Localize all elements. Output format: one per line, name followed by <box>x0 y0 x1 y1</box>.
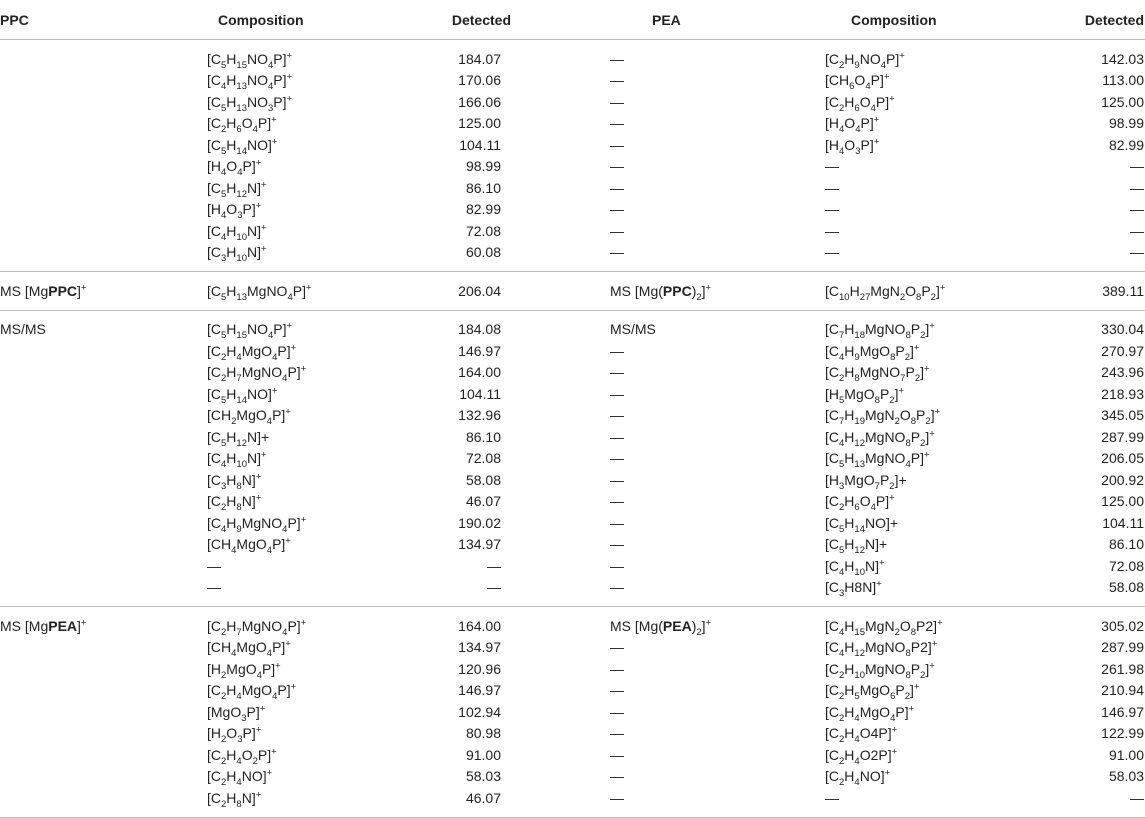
pea-label-cell: — <box>610 557 624 574</box>
pea-detected-cell: — <box>1130 222 1144 239</box>
ppc-composition-cell: $[CH_2MgO_4P]^+$ <box>207 406 291 428</box>
pea-detected-cell: 261.98 <box>1101 660 1144 677</box>
ppc-composition-cell: $[C_5H_{15}NO_4P]^+$ <box>207 320 293 342</box>
ppc-composition-cell: $[C_5H_{15}NO_4P]^+$ <box>207 50 293 71</box>
pea-detected-cell: — <box>1130 158 1144 175</box>
ppc-detected-cell: 104.11 <box>459 385 501 402</box>
ppc-detected-cell: 72.08 <box>465 450 501 467</box>
ppc-composition-cell: $[C_4H_{13}NO_4P]^+$ <box>207 71 293 93</box>
pea-composition-cell: $[CH_6O_4P]^+$ <box>825 71 890 93</box>
pea-detected-cell: 243.96 <box>1101 364 1144 381</box>
ppc-detected-cell: 184.08 <box>458 321 501 338</box>
ppc-composition-cell: $[C_5H_{13}NO_3P]^+$ <box>207 93 293 114</box>
group-label-cell <box>0 362 205 384</box>
table-row <box>0 701 1145 723</box>
group-label-cell <box>0 134 205 156</box>
group-label-cell <box>0 766 205 788</box>
pea-composition-cell: $[C_2H_6O_4P]^+$ <box>825 492 895 514</box>
table-row <box>0 658 1145 680</box>
pea-label-cell: — <box>610 72 624 89</box>
pea-composition-cell: $[H_4O_3P]^+$ <box>825 136 880 157</box>
table-row <box>0 40 1145 70</box>
table-row <box>0 787 1145 817</box>
ppc-detected-cell: — <box>410 577 610 607</box>
group-label-cell <box>0 91 205 113</box>
pea-label-cell: MS/MS <box>610 321 656 338</box>
ppc-detected-cell: 125.00 <box>458 115 501 132</box>
ppc-composition-cell: $[CH_4MgO_4P]^+$ <box>207 638 291 660</box>
ppc-detected-cell: 166.06 <box>458 93 501 110</box>
group-label-cell <box>0 744 205 766</box>
table-row <box>0 577 1145 607</box>
group-label-cell: MS [MgPPC]+ <box>0 272 205 311</box>
group-label-cell <box>0 113 205 135</box>
group-label-cell <box>0 199 205 221</box>
pea-detected-cell: — <box>1130 179 1144 196</box>
pea-composition-cell: — <box>825 201 839 218</box>
pea-label-cell: — <box>610 201 624 218</box>
group-label-cell <box>0 156 205 178</box>
table-row <box>0 680 1145 702</box>
group-label-cell <box>0 220 205 242</box>
pea-composition-cell: $[H_4O_4P]^+$ <box>825 114 880 136</box>
pea-label-cell: — <box>610 136 624 153</box>
ppc-composition-cell: $[C_2H_7MgNO_4P]^+$ <box>207 363 307 385</box>
pea-label-cell: — <box>610 787 815 817</box>
table-row <box>0 405 1145 427</box>
pea-composition-cell: $[C_4H_{12}MgNO_8P2]^+$ <box>825 638 938 660</box>
header-composition-pea: Composition <box>815 0 1020 40</box>
ppc-detected-cell: 86.10 <box>465 179 501 196</box>
table-row <box>0 242 1145 272</box>
ppc-detected-cell: 80.98 <box>465 725 501 742</box>
pea-composition-cell: $[C_2H_4O2P]^+$ <box>825 746 898 767</box>
group-label-cell <box>0 512 205 534</box>
pea-composition-cell: $[C_2H_{10}MgNO_8P_2]^+$ <box>825 660 935 681</box>
group-label-cell <box>0 340 205 362</box>
group-label-cell: MS [MgPEA]+ <box>0 617 87 634</box>
table-row <box>0 113 1145 135</box>
ppc-detected-cell: 72.08 <box>465 222 501 239</box>
pea-label-cell: — <box>610 364 624 381</box>
ppc-composition-cell: $[C_2H_8N]^+$ <box>205 787 410 817</box>
group-label-cell <box>0 723 205 745</box>
pea-detected-cell: 82.99 <box>1108 136 1144 153</box>
table-row <box>0 91 1145 113</box>
pea-label-cell: — <box>610 242 815 272</box>
pea-label-cell: — <box>610 725 624 742</box>
table-row <box>0 199 1145 221</box>
pea-detected-cell: 98.99 <box>1108 115 1144 132</box>
table-row <box>0 134 1145 156</box>
pea-composition-cell: $[C_3H8N]^+$ <box>815 577 1020 607</box>
pea-detected-cell: 200.92 <box>1101 471 1144 488</box>
header-row <box>0 0 1145 40</box>
pea-detected-cell: — <box>1130 201 1144 218</box>
ppc-detected-cell: 206.04 <box>410 272 610 311</box>
group-label-cell <box>0 658 205 680</box>
table-row <box>0 744 1145 766</box>
ppc-composition-cell: $[C_5H_{14}NO]^+$ <box>207 385 278 406</box>
group-label-cell <box>0 405 205 427</box>
pea-composition-cell: $[C_5H_{14}NO]+$ <box>825 514 899 535</box>
pea-detected-cell: 58.03 <box>1108 768 1144 785</box>
ppc-composition-cell: $[C_5H_{12}N]+$ <box>207 428 270 449</box>
pea-label-cell: — <box>610 428 624 445</box>
ppc-detected-cell: 104.11 <box>459 136 501 153</box>
group-label-cell <box>0 242 205 272</box>
pea-detected-cell: 72.08 <box>1108 557 1144 574</box>
ppc-composition-cell: $[C_5H_{14}NO]^+$ <box>207 136 278 157</box>
group-label-cell <box>0 555 205 577</box>
pea-detected-cell: 104.11 <box>1102 514 1144 531</box>
pea-composition-cell: $[C_5H_{12}N]+$ <box>825 536 888 557</box>
ppc-detected-cell: 146.97 <box>458 682 501 699</box>
pea-composition-cell: $[C_7H_{18}MgNO_8P_2]^+$ <box>825 320 935 342</box>
group-label-cell <box>0 469 205 491</box>
ppc-detected-cell: 98.99 <box>465 158 501 175</box>
header-ppc: PPC <box>0 0 205 40</box>
ppc-detected-cell: 120.96 <box>458 660 501 677</box>
pea-label-cell: — <box>610 222 624 239</box>
table-row <box>0 340 1145 362</box>
pea-detected-cell: 206.05 <box>1101 450 1144 467</box>
table-row <box>0 766 1145 788</box>
group-label-cell <box>0 701 205 723</box>
ppc-composition-cell: $[C_2H_4O_2P]^+$ <box>207 746 277 767</box>
group-label-cell <box>0 491 205 513</box>
pea-label-cell: — <box>610 50 624 67</box>
pea-label-cell: — <box>610 342 624 359</box>
pea-detected-cell: 287.99 <box>1101 428 1144 445</box>
pea-label-cell: — <box>610 407 624 424</box>
ppc-composition-cell: $[H_2O_3P]^+$ <box>207 724 262 746</box>
pea-composition-cell: $[C_5H_{13}MgNO_4P]^+$ <box>825 449 930 471</box>
table-row <box>0 156 1145 178</box>
group-label-cell <box>0 40 205 70</box>
ppc-composition-cell: $[C_5H_{12}N]^+$ <box>207 179 267 200</box>
ppc-composition-cell: $[C_4H_9MgNO_4P]^+$ <box>207 514 307 535</box>
ppc-composition-cell: $[C_2H_4MgO_4P]^+$ <box>207 342 297 363</box>
ppc-detected-cell: 134.97 <box>458 536 501 553</box>
pea-composition-cell: $[C_2H_4O4P]^+$ <box>825 724 898 746</box>
pea-detected-cell: 125.00 <box>1101 493 1144 510</box>
ppc-composition-cell: $[H_2MgO_4P]^+$ <box>207 660 281 681</box>
pea-label-cell: — <box>610 115 624 132</box>
pea-label-cell: — <box>610 577 815 607</box>
pea-detected-cell: — <box>1020 787 1145 817</box>
table-row <box>0 272 1145 311</box>
header-composition-ppc: Composition <box>205 0 410 40</box>
ppc-composition-cell: $[C_2H_7MgNO_4P]^+$ <box>207 617 307 638</box>
pea-label-cell: — <box>610 660 624 677</box>
table-row <box>0 220 1145 242</box>
pea-composition-cell: $[C_7H_{19}MgN_2O_8P_2]^+$ <box>825 406 941 428</box>
table-row <box>0 512 1145 534</box>
ppc-detected-cell: 58.03 <box>465 768 501 785</box>
pea-detected-cell: 305.02 <box>1101 617 1144 634</box>
pea-label-cell: — <box>610 158 624 175</box>
pea-composition-cell: — <box>815 787 1020 817</box>
ppc-composition-cell: $[C_4H_{10}N]^+$ <box>207 449 267 471</box>
pea-detected-cell: 287.99 <box>1101 639 1144 656</box>
pea-detected-cell: 125.00 <box>1101 93 1144 110</box>
table-body <box>0 40 1145 818</box>
ppc-detected-cell: 146.97 <box>458 342 501 359</box>
ppc-detected-cell: 134.97 <box>458 639 501 656</box>
pea-detected-cell: 58.08 <box>1020 577 1145 607</box>
pea-detected-cell: 210.94 <box>1101 682 1144 699</box>
ppc-detected-cell: — <box>487 557 501 574</box>
pea-label-cell: — <box>610 471 624 488</box>
ppc-detected-cell: 184.07 <box>458 50 501 67</box>
pea-label-cell: — <box>610 639 624 656</box>
table-row <box>0 607 1145 637</box>
group-label-cell <box>0 577 205 607</box>
group-label-cell <box>0 637 205 659</box>
ppc-detected-cell: 86.10 <box>465 428 501 445</box>
pea-detected-cell: 91.00 <box>1108 746 1144 763</box>
pea-composition-cell: — <box>825 222 839 239</box>
ppc-detected-cell: 170.06 <box>458 72 501 89</box>
ppc-composition-cell: $[C_2H_8N]^+$ <box>207 492 262 514</box>
ppc-composition-cell: — <box>205 577 410 607</box>
pea-composition-cell: $[C_4H_9MgO_8P_2]^+$ <box>825 342 920 363</box>
ppc-detected-cell: 164.00 <box>458 617 501 634</box>
pea-label-cell: — <box>610 93 624 110</box>
ppc-composition-cell: $[C_4H_{10}N]^+$ <box>207 222 267 243</box>
table-row <box>0 491 1145 513</box>
pea-label-cell: — <box>610 682 624 699</box>
pea-detected-cell: 113.00 <box>1102 72 1144 89</box>
header-detected-ppc: Detected <box>410 0 610 40</box>
pea-detected-cell: 146.97 <box>1101 703 1144 720</box>
pea-detected-cell: 330.04 <box>1101 321 1144 338</box>
ppc-detected-cell: 164.00 <box>458 364 501 381</box>
pea-label-cell: — <box>610 514 624 531</box>
ppc-composition-cell: $[C_2H_4MgO_4P]^+$ <box>207 681 297 703</box>
table-row <box>0 383 1145 405</box>
group-label-cell <box>0 534 205 556</box>
pea-composition-cell: $[C_2H_9NO_4P]^+$ <box>825 50 905 71</box>
pea-composition-cell: — <box>825 179 839 196</box>
pea-composition-cell: $[C_4H_{15}MgN_2O_8P2]^+$ <box>825 617 943 638</box>
table-row <box>0 177 1145 199</box>
ppc-detected-cell: 91.00 <box>465 746 501 763</box>
table-row <box>0 448 1145 470</box>
ppc-detected-cell: 102.94 <box>458 703 501 720</box>
pea-detected-cell: 218.93 <box>1101 385 1144 402</box>
pea-label-cell: — <box>610 703 624 720</box>
pea-composition-cell: $[C_2H_4MgO_4P]^+$ <box>825 703 915 724</box>
pea-composition-cell: $[C_4H_{12}MgNO_8P_2]^+$ <box>825 428 935 449</box>
table-row <box>0 310 1145 340</box>
ppc-composition-cell: $[H_4O_3P]^+$ <box>207 200 262 222</box>
group-label-cell <box>0 787 205 817</box>
pea-composition-cell: $[C_4H_{10}N]^+$ <box>825 557 885 578</box>
pea-detected-cell: 389.11 <box>1020 272 1145 311</box>
table-row <box>0 637 1145 659</box>
pea-label-cell: MS $[Mg(PEA)_2]^+$ <box>610 617 712 638</box>
table-row <box>0 70 1145 92</box>
pea-detected-cell: — <box>1020 242 1145 272</box>
group-label-cell <box>0 70 205 92</box>
pea-composition-cell: $[C_2H_4NO]^+$ <box>825 767 891 789</box>
ppc-detected-cell: 46.07 <box>410 787 610 817</box>
ppc-composition-cell: — <box>207 557 221 574</box>
ppc-detected-cell: 190.02 <box>458 514 501 531</box>
ppc-composition-cell: $[CH_4MgO_4P]^+$ <box>207 535 291 557</box>
ppc-composition-cell: $[C_5H_{13}MgNO_4P]^+$ <box>205 272 410 311</box>
pea-label-cell: — <box>610 179 624 196</box>
pea-composition-cell: $[C_2H_5MgO_6P_2]^+$ <box>825 681 920 703</box>
pea-label-cell: — <box>610 385 624 402</box>
ppc-composition-cell: $[C_3H_8N]^+$ <box>207 471 262 492</box>
pea-detected-cell: 270.97 <box>1101 342 1144 359</box>
ppc-detected-cell: 132.96 <box>458 407 501 424</box>
ppc-detected-cell: 82.99 <box>465 201 501 218</box>
pea-composition-cell: — <box>815 242 1020 272</box>
pea-detected-cell: 86.10 <box>1108 536 1144 553</box>
ppc-composition-cell: $[C_2H_4NO]^+$ <box>207 767 273 789</box>
group-label-cell <box>0 448 205 470</box>
pea-composition-cell: $[C_2H_8MgNO_7P_2]^+$ <box>825 363 930 385</box>
ppc-composition-cell: $[C_2H_6O_4P]^+$ <box>207 114 277 136</box>
pea-label-cell: MS $[Mg(PPC)_2]^+$ <box>610 272 815 311</box>
table-row <box>0 555 1145 577</box>
pea-detected-cell: 142.03 <box>1101 50 1144 67</box>
pea-composition-cell: $[C_2H_6O_4P]^+$ <box>825 93 895 114</box>
pea-detected-cell: 122.99 <box>1101 725 1144 742</box>
ppc-detected-cell: 46.07 <box>465 493 501 510</box>
pea-label-cell: — <box>610 536 624 553</box>
table-row <box>0 534 1145 556</box>
pea-detected-cell: 345.05 <box>1101 407 1144 424</box>
group-label-cell <box>0 177 205 199</box>
ppc-detected-cell: 60.08 <box>410 242 610 272</box>
pea-label-cell: — <box>610 450 624 467</box>
pea-composition-cell: — <box>825 158 839 175</box>
ppc-detected-cell: 58.08 <box>465 471 501 488</box>
pea-label-cell: — <box>610 746 624 763</box>
ppc-composition-cell: $[C_3H_{10}N]^+$ <box>205 242 410 272</box>
table-row <box>0 426 1145 448</box>
group-label-cell <box>0 680 205 702</box>
pea-composition-cell: $[H_3MgO_7P_2]+$ <box>825 471 907 492</box>
header-pea: PEA <box>610 0 815 40</box>
group-label-cell: MS/MS <box>0 321 46 338</box>
ppc-composition-cell: [MgO$_3$P]+ <box>207 703 266 724</box>
ppc-composition-cell: $[H_4O_4P]^+$ <box>207 157 262 179</box>
table-row <box>0 723 1145 745</box>
pea-label-cell: — <box>610 768 624 785</box>
pea-composition-cell: $[C_{10}H_{27}MgN_2O_8P_2]^+$ <box>815 272 1020 311</box>
pea-label-cell: — <box>610 493 624 510</box>
group-label-cell <box>0 426 205 448</box>
group-label-cell <box>0 383 205 405</box>
pea-composition-cell: $[H_5MgO_8P_2]^+$ <box>825 385 905 406</box>
table-row <box>0 469 1145 491</box>
header-detected-pea: Detected <box>1020 0 1145 40</box>
table-row <box>0 362 1145 384</box>
